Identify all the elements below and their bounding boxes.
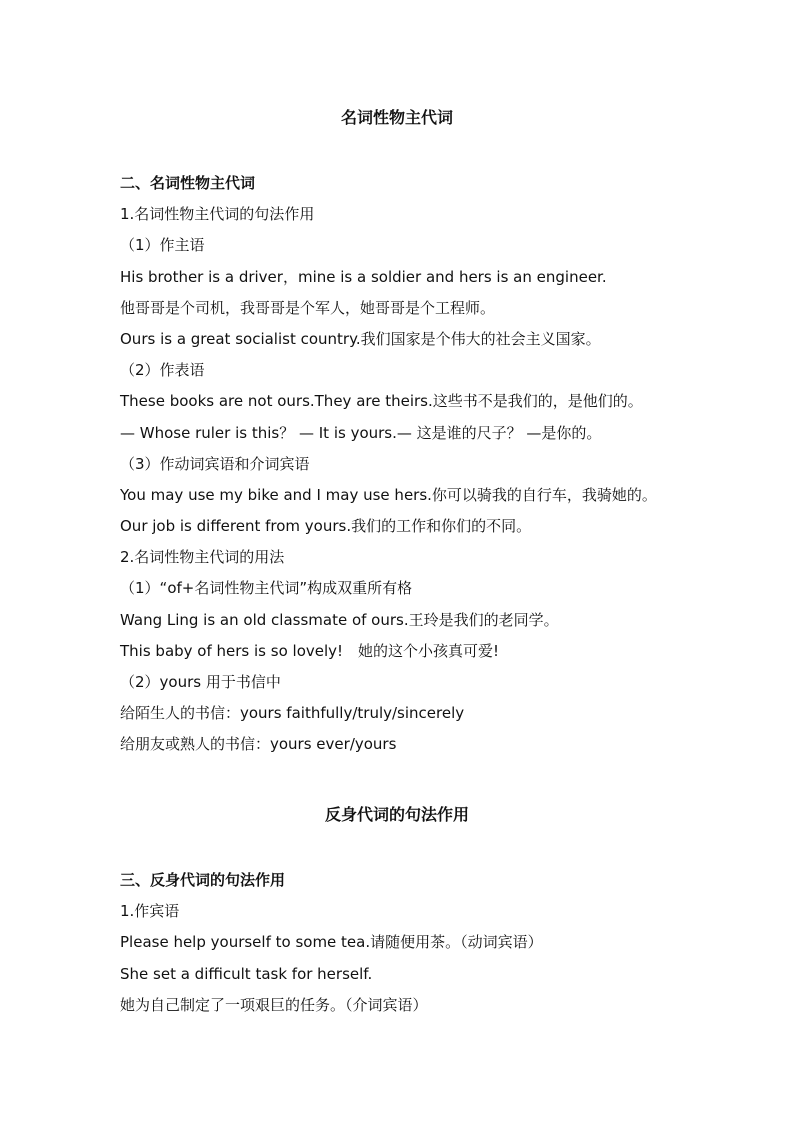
text-line: 1.名词性物主代词的句法作用 — [120, 205, 315, 224]
text-line: Wang Ling is an old classmate of ours.王玲是我们的老同学。 — [120, 610, 559, 629]
text-line: — Whose ruler is this？ — It is yours.— 这是谁的尺子？ —是你的。 — [120, 423, 602, 442]
section-heading: 三、反身代词的句法作用 — [120, 871, 286, 889]
page-title-possessive-pronouns: 名词性物主代词 — [340, 108, 453, 127]
text-line: 给朋友或熟人的书信：yours ever/yours — [120, 735, 397, 754]
text-line: （2）作表语 — [120, 361, 205, 380]
section-possessive-pronouns — [120, 168, 720, 761]
section-heading: 二、名词性物主代词 — [120, 174, 256, 192]
text-line: 他哥哥是个司机，我哥哥是个军人，她哥哥是个工程师。 — [120, 298, 496, 317]
text-line: Our job is different from yours.我们的工作和你们的不同。 — [120, 517, 532, 536]
text-line: 2.名词性物主代词的用法 — [120, 548, 285, 567]
text-line: 1.作宾语 — [120, 902, 180, 921]
text-line: （1）“of+名词性物主代词”构成双重所有格 — [120, 579, 413, 598]
text-line: （2）yours 用于书信中 — [120, 673, 281, 691]
text-line: This baby of hers is so lovely! 她的这个小孩真可爱! — [120, 641, 500, 660]
page-title-reflexive-pronouns: 反身代词的句法作用 — [324, 805, 469, 824]
text-line: Please help yourself to some tea.请随便用茶。（动词宾语） — [120, 933, 543, 952]
text-line: 给陌生人的书信：yours faithfully/truly/sincerely — [120, 704, 465, 723]
text-line: 她为自己制定了一项艰巨的任务。（介词宾语） — [120, 995, 428, 1014]
text-line: These books are not ours.They are theirs.这些书不是我们的，是他们的。 — [120, 392, 643, 411]
text-line: His brother is a driver，mine is a soldier and hers is an engineer. — [120, 267, 607, 286]
text-line: （3）作动词宾语和介词宾语 — [120, 454, 310, 473]
text-line: Ours is a great socialist country.我们国家是个伟大的社会主义国家。 — [120, 329, 601, 348]
text-line: You may use my bike and I may use hers.你可以骑我的自行车，我骑她的。 — [120, 485, 657, 504]
text-line: （1）作主语 — [120, 236, 205, 255]
text-line: She set a difficult task for herself. — [120, 964, 373, 983]
section-reflexive-pronouns — [120, 865, 720, 1021]
